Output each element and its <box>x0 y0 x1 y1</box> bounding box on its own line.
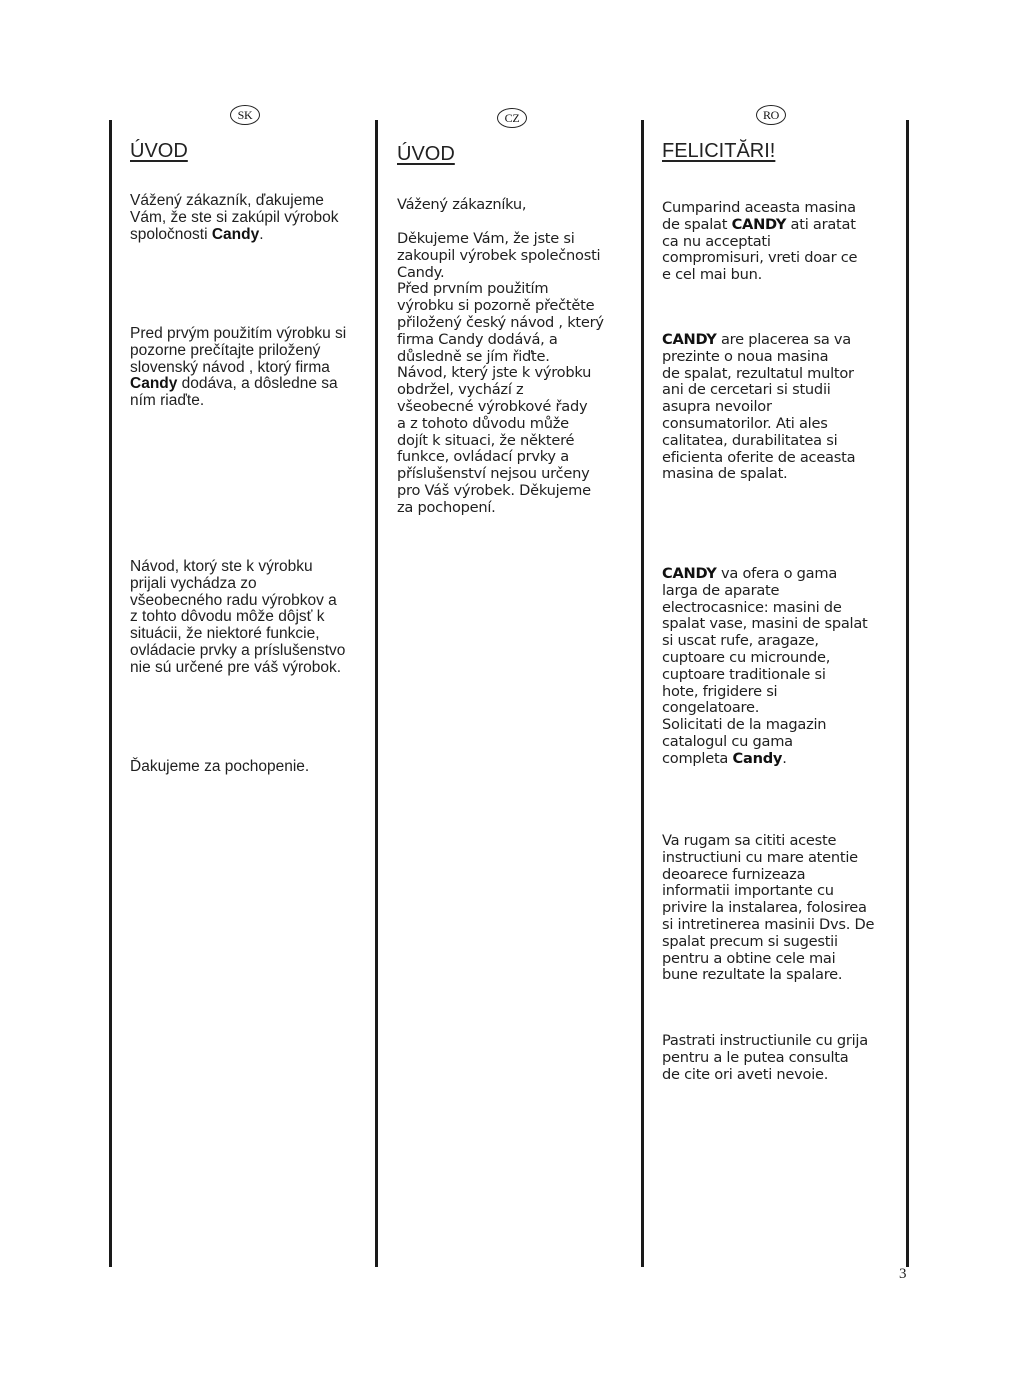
paragraph <box>397 197 526 214</box>
paragraph <box>662 200 857 284</box>
text-run: spalat vase, masini de spalat <box>662 615 868 633</box>
text-run: Děkujeme Vám, že jste si <box>397 230 575 247</box>
text-line <box>397 466 604 483</box>
text-line <box>397 197 526 214</box>
language-badge-ro: RO <box>756 105 786 125</box>
text-run: spoločnosti <box>130 225 212 243</box>
text-line <box>397 265 604 282</box>
text-line <box>397 332 604 349</box>
text-run: bune rezultate la spalare. <box>662 966 843 984</box>
text-line <box>662 200 857 217</box>
text-line <box>130 576 345 593</box>
text-line <box>662 667 868 684</box>
text-run: completa <box>662 749 733 767</box>
text-line <box>662 734 868 751</box>
text-run: Před prvním použitím <box>397 280 549 298</box>
text-run: za pochopení. <box>397 498 496 516</box>
text-line <box>662 717 868 734</box>
text-line <box>130 210 338 227</box>
text-line <box>130 193 338 210</box>
text-run: slovenský návod , ktorý firma <box>130 358 330 376</box>
text-run: zakoupil výrobek společnosti <box>397 246 601 264</box>
text-run: eficienta oferite de aceasta <box>662 448 856 466</box>
text-run: catalogul cu gama <box>662 732 793 750</box>
text-line <box>662 250 857 267</box>
brand-name: CANDY <box>662 565 717 582</box>
text-run: Vážený zákazníku, <box>397 196 527 213</box>
text-line <box>662 399 855 416</box>
text-run: Návod, ktorý ste k výrobku <box>130 558 313 575</box>
text-run: consumatorilor. Ati ales <box>662 414 828 432</box>
text-run: va ofera o gama <box>716 565 838 582</box>
text-line <box>662 234 857 251</box>
text-run: firma Candy dodává, a <box>397 330 558 348</box>
text-line <box>662 382 855 399</box>
text-line <box>662 850 874 867</box>
text-run: Ďakujeme za pochopenie. <box>130 758 310 775</box>
text-run: situácii, že niektoré funkcie, <box>130 625 320 643</box>
text-run: ani de cercetari si studii <box>662 381 831 399</box>
text-line <box>397 433 604 450</box>
text-line <box>397 315 604 332</box>
text-run: pentru a le putea consulta <box>662 1048 849 1066</box>
paragraph <box>130 759 309 776</box>
text-line <box>397 281 604 298</box>
text-line <box>130 559 345 576</box>
text-line <box>662 416 855 433</box>
text-run: obdržel, vychází z <box>397 381 524 399</box>
text-run: pro Váš výrobek. Děkujeme <box>397 481 591 499</box>
text-run: compromisuri, vreti doar ce <box>662 249 858 267</box>
text-line <box>130 593 345 610</box>
text-run: Návod, který jste k výrobku <box>397 364 592 382</box>
text-run: hote, frigidere si <box>662 682 778 700</box>
text-line <box>662 332 855 349</box>
text-run: deoarece furnizeaza <box>662 865 806 883</box>
text-run: důsledně se jím řiďte. <box>397 347 550 365</box>
text-run: Vážený zákazník, ďakujeme <box>130 192 324 209</box>
text-run: larga de aparate <box>662 581 780 599</box>
text-run: congelatoare. <box>662 699 760 717</box>
text-run: cuptoare cu microunde, <box>662 648 831 666</box>
text-line <box>130 660 345 677</box>
text-run: de spalat, rezultatul multor <box>662 364 854 382</box>
text-line <box>130 326 346 343</box>
text-run: Solicitati de la magazin <box>662 716 827 734</box>
text-line <box>662 600 868 617</box>
text-line <box>397 399 604 416</box>
text-line <box>397 248 604 265</box>
paragraph <box>662 566 868 768</box>
text-run: cuptoare traditionale si <box>662 665 826 683</box>
section-title-cz: ÚVOD <box>397 143 455 165</box>
text-line <box>397 449 604 466</box>
text-line <box>130 609 345 626</box>
brand-name: Candy <box>130 375 178 393</box>
text-run: Cumparind aceasta masina <box>662 199 856 216</box>
text-run: calitatea, durabilitatea si <box>662 431 838 449</box>
text-line <box>662 867 874 884</box>
text-run: ním riaďte. <box>130 392 205 410</box>
text-run: . <box>782 749 787 767</box>
text-run: dodáva, a dôsledne sa <box>177 375 338 393</box>
text-line <box>662 1067 868 1084</box>
text-run: Va rugam sa cititi aceste <box>662 832 837 849</box>
text-line <box>662 566 868 583</box>
text-run: prezinte o noua masina <box>662 347 829 365</box>
text-line <box>662 967 874 984</box>
text-line <box>130 393 346 410</box>
text-line <box>397 349 604 366</box>
text-run: are placerea sa va <box>716 331 851 348</box>
text-line <box>397 365 604 382</box>
text-run: asupra nevoilor <box>662 398 772 416</box>
paragraph <box>130 326 346 410</box>
column-divider-left <box>109 120 112 1267</box>
text-line <box>662 583 868 600</box>
text-run: de cite ori aveti nevoie. <box>662 1065 829 1083</box>
paragraph <box>130 193 338 243</box>
text-run: ovládacie prvky a príslušenstvo <box>130 641 346 659</box>
language-badge-cz: CZ <box>497 108 527 128</box>
text-run: výrobku si pozorně přečtěte <box>397 297 595 315</box>
column-divider-mid-left <box>375 120 378 1267</box>
text-line <box>397 483 604 500</box>
text-line <box>130 759 309 776</box>
text-run: příslušenství nejsou určeny <box>397 465 590 483</box>
text-line <box>662 650 868 667</box>
text-line <box>662 900 874 917</box>
text-line <box>662 450 855 467</box>
text-line <box>662 684 868 701</box>
brand-name: CANDY <box>662 331 717 348</box>
section-title-ro: FELICITĂRI! <box>662 140 776 162</box>
text-run: Pastrati instructiunile cu grija <box>662 1032 868 1049</box>
text-line <box>130 626 345 643</box>
text-run: informatii importante cu <box>662 882 834 900</box>
text-run: přiložený český návod , který <box>397 313 604 331</box>
text-run: instructiuni cu mare atentie <box>662 848 858 866</box>
text-line <box>662 466 855 483</box>
text-line <box>662 616 868 633</box>
page-number: 3 <box>899 1266 907 1282</box>
brand-name: Candy <box>732 749 783 767</box>
text-line <box>130 227 338 244</box>
text-run: . <box>259 225 264 243</box>
brand-name: Candy <box>211 225 260 243</box>
text-line <box>662 700 868 717</box>
text-run: spalat precum si sugestii <box>662 932 838 950</box>
text-run: electrocasnice: masini de <box>662 598 842 616</box>
text-line <box>662 833 874 850</box>
text-run: pozorne prečítajte priložený <box>130 341 321 359</box>
text-run: ca nu acceptati <box>662 232 771 250</box>
text-run: a z tohoto důvodu může <box>397 414 569 432</box>
text-line <box>662 366 855 383</box>
paragraph <box>662 833 874 984</box>
text-run: ati aratat <box>786 215 856 233</box>
text-run: všeobecného radu výrobkov a <box>130 591 337 609</box>
text-run: pentru a obtine cele mai <box>662 949 836 967</box>
text-line <box>662 751 868 768</box>
text-line <box>662 1050 868 1067</box>
paragraph <box>662 332 855 483</box>
text-line <box>130 643 345 660</box>
text-line <box>130 360 346 377</box>
text-line <box>662 633 868 650</box>
brand-name: CANDY <box>731 215 787 233</box>
text-run: Vám, že ste si zakúpil výrobok <box>130 208 339 226</box>
text-run: e cel mai bun. <box>662 266 763 284</box>
paragraph <box>397 231 604 517</box>
text-line <box>662 951 874 968</box>
text-line <box>397 231 604 248</box>
text-line <box>397 298 604 315</box>
text-run: všeobecné výrobkové řady <box>397 397 588 415</box>
text-run: nie sú určené pre váš výrobok. <box>130 658 342 676</box>
text-line <box>130 376 346 393</box>
column-divider-right <box>906 120 909 1267</box>
text-run: z tohto dôvodu môže dôjsť k <box>130 608 325 626</box>
text-line <box>662 1033 868 1050</box>
section-title-sk: ÚVOD <box>130 140 188 162</box>
text-run: privire la instalarea, folosirea <box>662 899 867 917</box>
text-run: dojít k situaci, že některé <box>397 431 575 449</box>
text-line <box>662 934 874 951</box>
text-run: de spalat <box>662 215 732 233</box>
text-line <box>130 343 346 360</box>
text-run: si intretinerea masinii Dvs. De <box>662 915 875 933</box>
text-run: prijali vychádza zo <box>130 574 257 592</box>
text-run: si uscat rufe, aragaze, <box>662 632 819 650</box>
text-line <box>397 382 604 399</box>
text-line <box>662 917 874 934</box>
text-line <box>397 500 604 517</box>
text-run: funkce, ovládací prvky a <box>397 448 569 466</box>
text-line <box>662 349 855 366</box>
paragraph <box>130 559 345 677</box>
text-line <box>662 217 857 234</box>
language-badge-sk: SK <box>230 105 260 125</box>
column-divider-mid-right <box>641 120 644 1267</box>
text-line <box>662 883 874 900</box>
text-line <box>662 433 855 450</box>
text-line <box>662 267 857 284</box>
text-run: Candy. <box>397 263 445 281</box>
text-run: masina de spalat. <box>662 465 788 483</box>
text-line <box>397 416 604 433</box>
text-run: Pred prvým použitím výrobku si <box>130 325 347 342</box>
paragraph <box>662 1033 868 1083</box>
